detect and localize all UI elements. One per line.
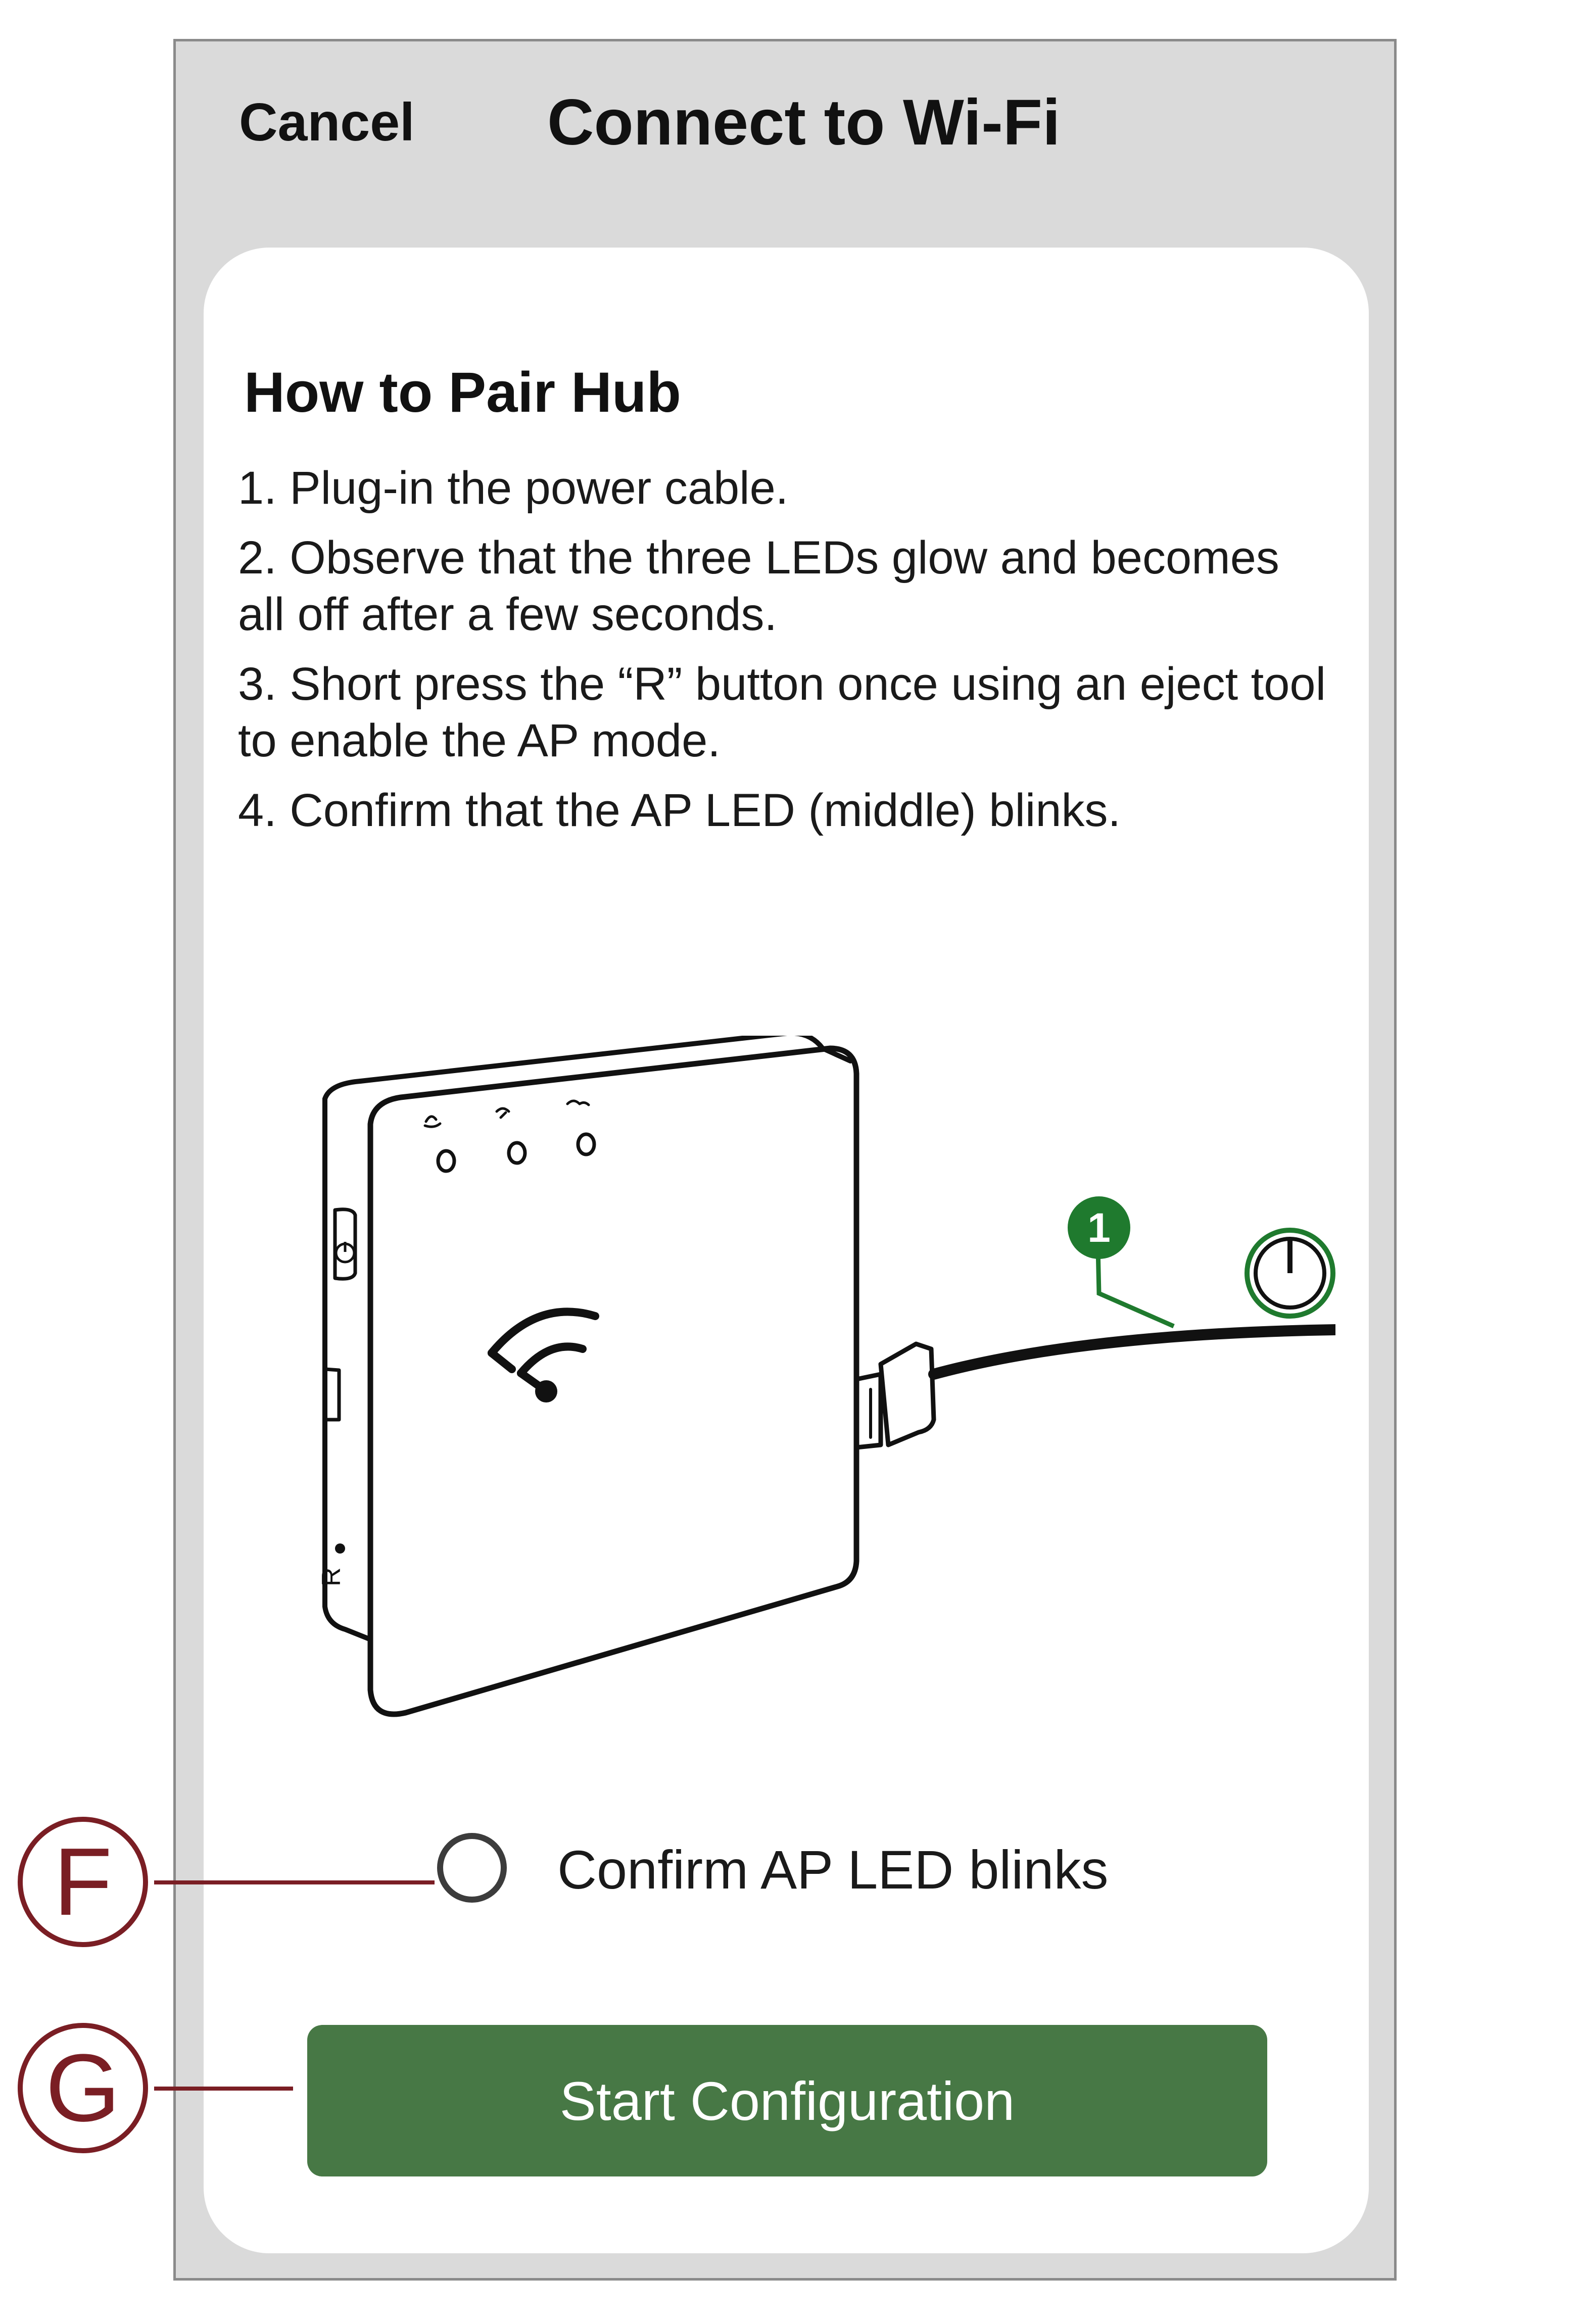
nav-header	[176, 41, 1394, 244]
step-marker-number: 1	[1087, 1205, 1111, 1251]
confirm-radio[interactable]	[437, 1833, 507, 1903]
callout-f-line	[154, 1880, 435, 1884]
phone-screen	[173, 39, 1397, 2281]
start-configuration-button[interactable]: Start Configuration	[307, 2025, 1267, 2176]
step-item: 2. Observe that the three LEDs glow and becomes all off after a few seconds.	[238, 532, 1279, 640]
confirm-row	[204, 1824, 1369, 1925]
step-item: 3. Short press the “R” button once using an eject tool to enable the AP mode.	[238, 658, 1326, 766]
reset-label: R	[317, 1567, 346, 1586]
wifi-icon	[535, 1380, 557, 1402]
hub-illustration	[274, 1036, 1335, 1743]
confirm-label[interactable]: Confirm AP LED blinks	[557, 1839, 1109, 1900]
card-heading: How to Pair Hub	[244, 361, 681, 424]
power-icon	[336, 1242, 354, 1262]
callout-g: G	[18, 2023, 148, 2153]
callout-g-line	[154, 2087, 293, 2091]
page-title: Connect to Wi-Fi	[547, 86, 1061, 159]
callout-f: F	[18, 1817, 148, 1947]
cancel-button[interactable]: Cancel	[239, 92, 415, 152]
power-plug-icon	[1247, 1218, 1335, 1339]
step-marker-icon	[1068, 1196, 1174, 1326]
step-item: 4. Confirm that the AP LED (middle) blinks.	[238, 785, 1121, 836]
steps-list	[238, 460, 1329, 852]
step-item: 1. Plug-in the power cable.	[238, 462, 789, 514]
pairing-card	[204, 248, 1369, 2253]
